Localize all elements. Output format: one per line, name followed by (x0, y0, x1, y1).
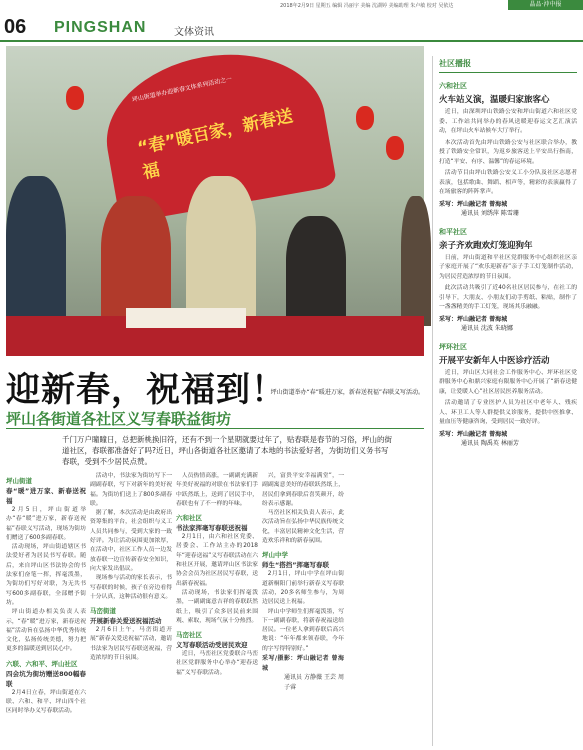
column-subheading: 书法家挥毫写春联送祝福 (176, 524, 248, 533)
sidebar-news-item (439, 81, 577, 219)
paragraph: 据了解，本次活动是由政府出资筹集的平台，社会组织与义工人员共同参与，受到大家的一致好评。为让活动氛围更加浓厚，在活动中，社区工作人员一边发放春联一边宣传新春安全知识，向大家发出倡议。 (90, 510, 172, 572)
sidebar-item-paragraph: 活动邀请了专业医护人员为社区中老年人、残疾人、环卫工人等人群提供义诊服务，提供中医推拿、量血压等健康咨询，受到居民一致好评。 (439, 400, 577, 425)
sidebar-item-paragraph: 日前，坪山街道和平社区党群服务中心组织社区亲子家庭开展了“欢乐迎新春”亲子手工灯笼制作活动，为居民营造浓厚的节日氛围。 (439, 254, 577, 280)
sidebar-news-item (439, 227, 577, 334)
column-subtitle: 坪山街道 (6, 477, 32, 485)
sidebar-item-byline: 采写：坪山融记者 曾海城 (439, 430, 508, 438)
column-subtitle: 马峦社区 (176, 631, 202, 640)
sidebar-item-location: 和平社区 (439, 227, 467, 236)
page-number: 06 (4, 16, 27, 38)
paragraph: 兴，富贵平安幸福满堂”，一副副寓意美好的春联跃然纸上，居民们拿到春联后喜笑颜开，纷纷表示感谢。 (262, 473, 344, 507)
lantern-icon (356, 106, 374, 130)
sidebar-item-paragraph: 此次活动共吸引了近40名社区居民参与，在社工的引导下，大朋友、小朋友们动手剪纸、粘贴，制作了一盏盏精美的手工灯笼，现场其乐融融。 (439, 285, 577, 310)
sidebar-item-contributors: 通讯员 刘绣萍 陈雪珊 (461, 210, 519, 217)
sidebar-title: 社区播报 (439, 58, 577, 73)
article-column-3 (176, 472, 258, 678)
sidebar-item-headline: 亲子齐欢跑欢灯笼迎狗年 (439, 240, 533, 251)
sidebar-item-paragraph: 近日，坪山区大同社会工作服务中心、坪环社区党群服务中心和鼎兴家庭有限服务中心开展了“新春送健康，让爱暖人心”社区居民医养服务活动。 (439, 369, 577, 395)
couplet-paper (126, 308, 246, 328)
person-figure (101, 196, 171, 326)
sidebar-item-paragraph: 活动节目由坪山铁路公安义工小分队及社区志愿者表演，包括歌曲、舞蹈、相声等，精彩的表演赢得了在场旅客的阵阵掌声。 (439, 170, 577, 195)
newspaper-logo: 晶品·沖中报 (508, 0, 583, 10)
paragraph: 2月5日，坪山街道举办“春“暖”进万家，新春送祝福”春联义写活动，现场为街坊们赠送了600多副春联。 (6, 507, 86, 541)
sidebar-item-paragraph: 近日，由深圳坪山铁路公安和坪山街道六和社区党委、工作站共同举办的春风送暖迎春运文艺汇演活动，在坪山火车站候车大厅举行。 (439, 109, 577, 134)
column-subheading: 义写春联活动受居民欢迎 (176, 641, 248, 650)
article-lede: 千门万户瞳瞳日，总把新桃换旧符，还有不到一个星期就要过年了，贴春联是春节的习俗，坪山的街道社区，春联都准备好了吗?近日，坪山各街道各社区邀请了本地的书法爱好者，为街坊们义务书写春联，受到不少居民点赞。 (62, 435, 392, 466)
article-column-1 (6, 472, 86, 717)
column-subtitle: 六和社区 (176, 514, 202, 523)
headline-divider (6, 428, 424, 429)
paragraph: 活动现场，书法家们挥毫泼墨，一副副寓意吉祥的春联跃然纸上，吸引了众多居民前来围观、索取，现场气氛十分热烈。 (176, 589, 258, 624)
paragraph: 近日，马峦社区党委联合马峦社区党群服务中心举办“迎春送福”义写春联活动。 (176, 651, 258, 676)
sidebar-item-contributors: 通讯员 陶禹英 林丽芳 (461, 440, 519, 447)
sidebar-item-contributors: 通讯员 沈波 朱晓娜 (461, 325, 513, 332)
article-subhead: 坪山各街道各社区义写春联益街坊 (6, 410, 232, 428)
paragraph: 现场参与活动的家长表示，书写春联的时候，孩子在旁边看得十分认真，这种活动很有意义。 (90, 575, 172, 600)
column-subheading: 四会坑为街坊赠送800幅春联 (6, 669, 86, 688)
lantern-icon (66, 86, 84, 110)
paragraph: 2月1日，由六和社区党委、居委会、工作站主办的2018年“迎春送福”义写春联活动在六和社区开展，邀请坪山区书法家协会会员为社区居民写春联，送出新春祝福。 (176, 534, 258, 587)
person-figure (286, 216, 346, 326)
article-column-2 (90, 472, 172, 663)
banner-small-text: 坪山街道举办迎新春文体系列活动之一 (131, 75, 233, 104)
paragraph: 马峦社区相关负责人表示，此次活动旨在弘扬中华民族传统文化，丰富居民精神文化生活，营造欢乐祥和的新春氛围。 (262, 510, 344, 545)
sidebar-item-byline: 采写：坪山融记者 曾海城 (439, 200, 508, 208)
sidebar-item-headline: 火车站义演，温暖归家旅客心 (439, 95, 550, 105)
photo-caption: 坪山街道举办“春”暖进万家，新春送祝福”春联义写活动。 (12, 386, 430, 400)
column-subheading: 春“暖”进万家、新春送祝福 (6, 487, 86, 505)
paragraph: 活动中，书法家为街坊写下一副副春联，写下对新年的美好祝福。为街坊们送上了800多副春联。 (90, 473, 172, 507)
banner-main-text: “春”暖百家，新春送福 (135, 106, 295, 184)
page-header (0, 14, 583, 40)
sidebar-news-item (439, 342, 577, 449)
byline-contributors: 通讯员 方静薇 王芸 周子睿 (284, 674, 344, 691)
column-subtitle: 六联、六和平、坪山社区 (6, 659, 78, 668)
community-news-sidebar (432, 56, 577, 746)
header-divider (0, 40, 583, 42)
article-column-4 (262, 472, 344, 694)
paragraph: 坪山街道办相关负责人表示，“春“暖”进万家，新春送祝福”活动旨在弘扬中华优秀传统文化，弘扬传统美德，努力把更多的温暖送到居民心中。 (6, 609, 86, 653)
column-subtitle: 马峦街道 (90, 607, 116, 616)
section-subtitle: 文体资讯 (174, 27, 214, 38)
sidebar-item-headline: 开展平安新年人中医诊疗活动 (439, 355, 550, 366)
sidebar-item-location: 六和社区 (439, 82, 467, 90)
byline: 采写/摄影：坪山融记者 曾海城 (262, 655, 344, 672)
paragraph: 人员热情高涨，一副副充满新年美好祝福的对联在书法家们手中跃然纸上，送到了居民手中，春联也有了不一样的年味。 (176, 473, 258, 507)
paragraph: 2月6日上午，马峦街道开展“新春关爱送祝福”活动，邀请书法家为居民写春联送祝福，营造浓厚的节日氛围。 (90, 627, 172, 662)
sidebar-item-paragraph: 本次活动首先由坪山铁路公安与社区联合举办，教授了铁路安全常识，为返乡旅客送上平安出行指南，打造“平安、有序、温馨”的春运环境。 (439, 139, 577, 165)
column-subtitle: 坪山中学 (262, 551, 288, 560)
paragraph: 坪山中学师生们挥毫泼墨，写下一副副春联，将新春祝福送给居民。一位老人拿到春联后高兴地说：“年年都来领春联，今年的字写得特别好。” (262, 608, 344, 652)
paragraph: 活动现场，坪山街道辖区书法爱好者为居民书写春联。随后，来自坪山区书法协会的书法家们奋笔一挥，挥毫泼墨，为街坊们写好对联，为无共书写600多副春联，全部赠予街坊。 (6, 544, 86, 606)
lantern-icon (386, 136, 404, 160)
sidebar-item-byline: 采写：坪山融记者 曾海城 (439, 315, 508, 323)
paragraph: 2月4日立春，坪山街道在六联、六和、和平、坪山四个社区同时举办义写春联活动。 (6, 689, 86, 715)
column-subheading: 开展新春关爱送祝福活动 (90, 617, 162, 626)
person-figure (401, 196, 431, 326)
section-title: PINGSHAN (54, 19, 147, 36)
paragraph: 2月1日，坪山中学在坪山街道新桐阳门前举行新春义写春联活动，20多名师生参与，为周边居民送上祝福。 (262, 571, 344, 606)
top-meta-bar (0, 0, 583, 10)
article-headline: 迎新春，祝福到！ (6, 370, 286, 410)
person-figure (6, 176, 66, 326)
column-subheading: 师生“搭挡”挥毫写春联 (262, 561, 330, 570)
sidebar-items (439, 81, 577, 449)
person-figure (186, 176, 256, 316)
issue-meta: 2018年2月9日 星期五 编辑 冯丽宇 美编 沈湖婷 美编助理 朱卢敏 校对 吴依达 (280, 3, 454, 9)
sidebar-item-location: 坪环社区 (439, 342, 467, 351)
